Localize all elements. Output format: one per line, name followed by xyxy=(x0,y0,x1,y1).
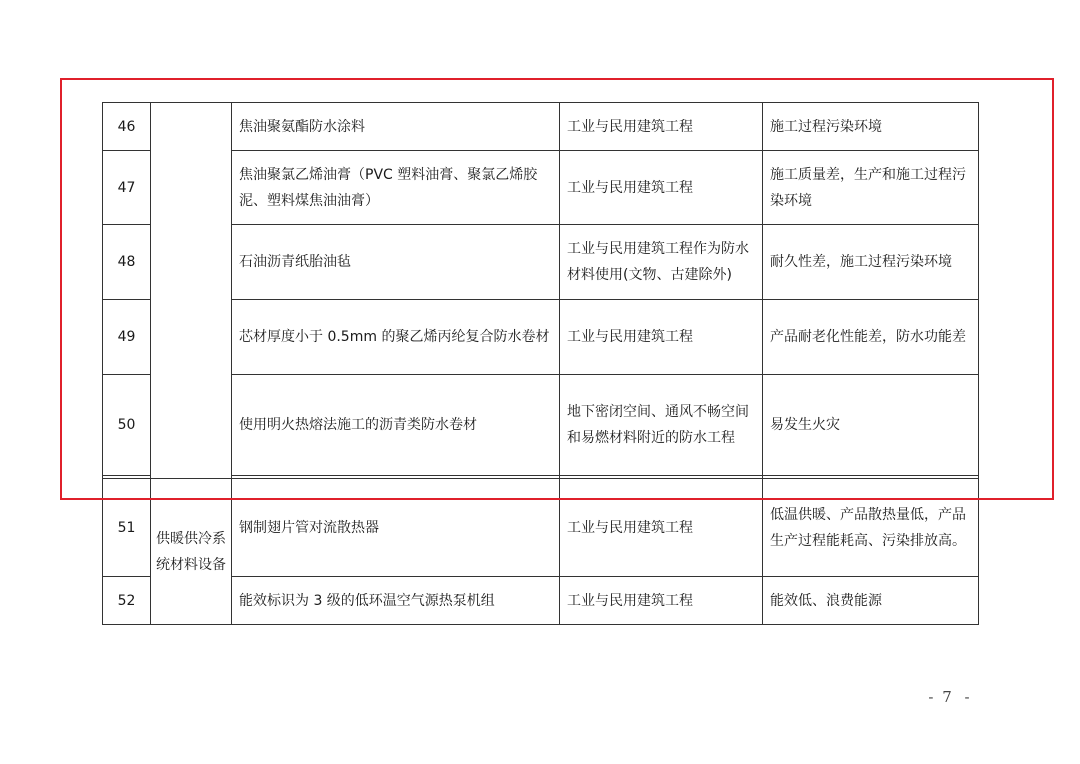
usage-scope: 工业与民用建筑工程 xyxy=(560,103,763,151)
prohibition-reason: 低温供暖、产品散热量低，产品生产过程能耗高、污染排放高。 xyxy=(763,479,979,577)
prohibition-reason: 耐久性差，施工过程污染环境 xyxy=(763,225,979,300)
product-name: 焦油聚氨酯防水涂料 xyxy=(232,103,560,151)
page-dash-right: - xyxy=(964,688,972,706)
usage-scope: 工业与民用建筑工程 xyxy=(560,300,763,375)
product-name: 使用明火热熔法施工的沥青类防水卷材 xyxy=(232,375,560,476)
page-dash-left: - xyxy=(928,688,936,706)
category-heating-cooling: 供暖供冷系统材料设备 xyxy=(151,479,232,625)
row-number: 47 xyxy=(103,151,151,225)
product-name: 能效标识为 3 级的低环温空气源热泵机组 xyxy=(232,577,560,625)
table-row xyxy=(103,577,979,625)
product-name: 焦油聚氯乙烯油膏（PVC 塑料油膏、聚氯乙烯胶泥、塑料煤焦油油膏） xyxy=(232,151,560,225)
category-cell-blank xyxy=(151,103,232,479)
row-number: 48 xyxy=(103,225,151,300)
usage-scope: 工业与民用建筑工程 xyxy=(560,479,763,577)
table-row xyxy=(103,479,979,577)
product-name: 芯材厚度小于 0.5mm 的聚乙烯丙纶复合防水卷材 xyxy=(232,300,560,375)
table-row xyxy=(103,375,979,476)
regulation-table xyxy=(102,102,979,625)
row-number: 52 xyxy=(103,577,151,625)
row-number: 51 xyxy=(103,479,151,577)
prohibition-reason: 能效低、浪费能源 xyxy=(763,577,979,625)
product-name: 钢制翅片管对流散热器 xyxy=(232,479,560,577)
table-row xyxy=(103,300,979,375)
usage-scope: 地下密闭空间、通风不畅空间和易燃材料附近的防水工程 xyxy=(560,375,763,476)
prohibition-reason: 施工过程污染环境 xyxy=(763,103,979,151)
prohibition-reason: 施工质量差，生产和施工过程污染环境 xyxy=(763,151,979,225)
page-number xyxy=(900,688,1000,706)
table-row xyxy=(103,103,979,151)
table-row xyxy=(103,151,979,225)
table-row xyxy=(103,225,979,300)
usage-scope: 工业与民用建筑工程 xyxy=(560,577,763,625)
prohibition-reason: 易发生火灾 xyxy=(763,375,979,476)
row-number: 49 xyxy=(103,300,151,375)
page-number-value: 7 xyxy=(942,688,958,706)
row-number: 50 xyxy=(103,375,151,476)
row-number: 46 xyxy=(103,103,151,151)
usage-scope: 工业与民用建筑工程作为防水材料使用(文物、古建除外) xyxy=(560,225,763,300)
prohibition-reason: 产品耐老化性能差，防水功能差 xyxy=(763,300,979,375)
usage-scope: 工业与民用建筑工程 xyxy=(560,151,763,225)
product-name: 石油沥青纸胎油毡 xyxy=(232,225,560,300)
